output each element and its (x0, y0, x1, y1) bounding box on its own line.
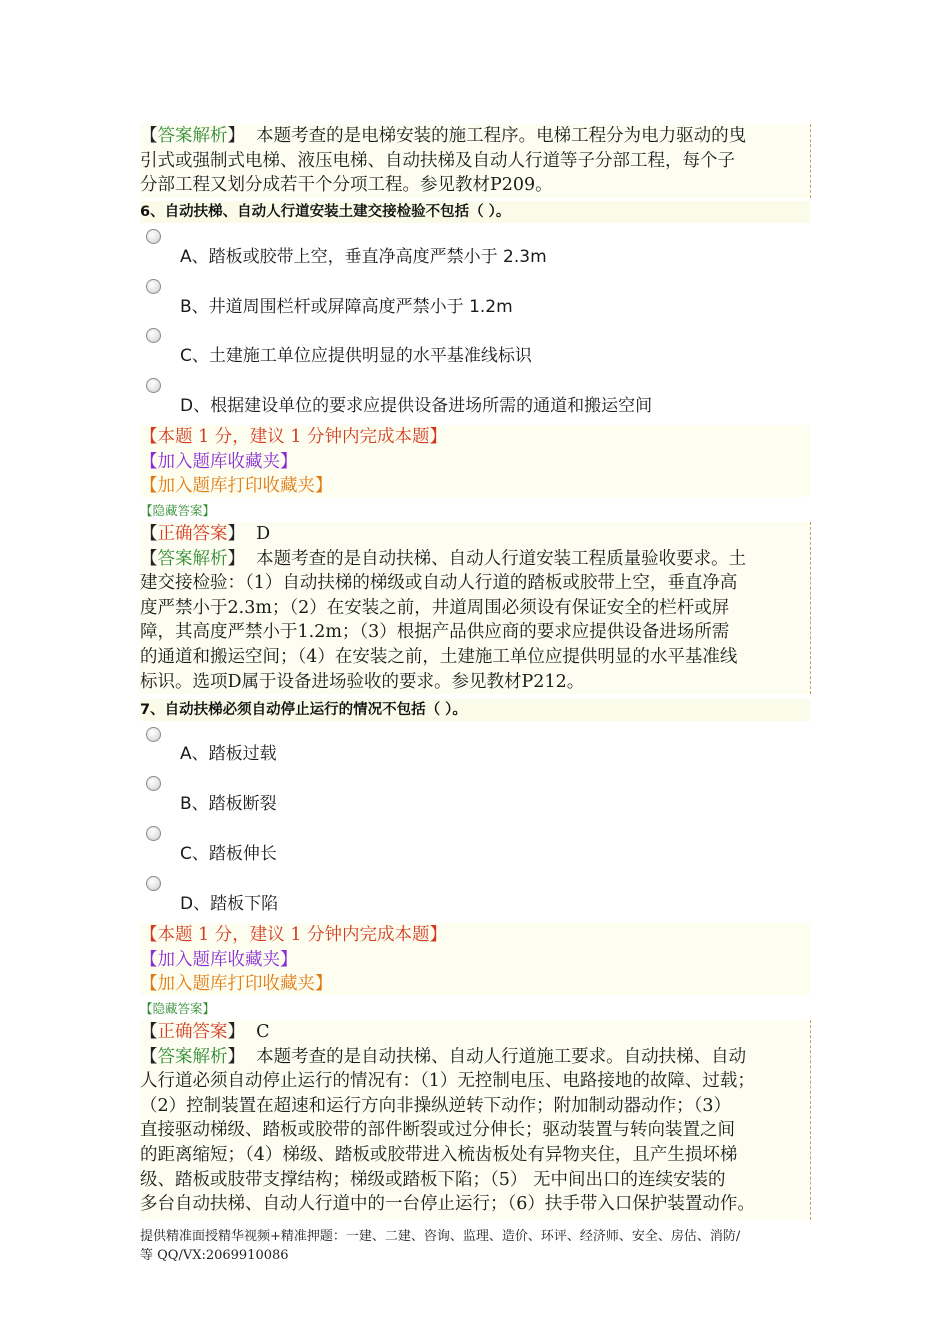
radio-q7-d[interactable] (146, 876, 161, 891)
question-7-title: 7、自动扶梯必须自动停止运行的情况不包括（ ）。 (140, 699, 810, 721)
option-q6-c[interactable]: C、土建施工单位应提供明显的水平基准线标识 (180, 346, 532, 366)
radio-q7-a[interactable] (146, 727, 161, 742)
add-print-favorites-link[interactable]: 【加入题库打印收藏夹】 (140, 476, 333, 496)
radio-q6-d[interactable] (146, 378, 161, 393)
analysis-line: （2）控制装置在超速和运行方向非操纵逆转下动作；附加制动器动作；（3） (140, 1095, 732, 1116)
footer-ad (140, 1227, 820, 1265)
radio-q6-c[interactable] (146, 328, 161, 343)
analysis-line: 障，其高度严禁小于1.2m；（3）根据产品供应商的要求应提供设备进场所需 (140, 622, 730, 643)
analysis-line: 多台自动扶梯、自动人行道中的一台停止运行；（6）扶手带入口保护装置动作。 (140, 1194, 755, 1215)
question-6-title: 6、自动扶梯、自动人行道安装土建交接检验不包括（ ）。 (140, 201, 810, 223)
analysis-line: 级、踏板或肢带支撑结构；梯级或踏板下陷；（5） 无中间出口的连续安装的 (140, 1169, 726, 1190)
question-7-info (140, 923, 810, 995)
answer-block-7 (140, 1020, 811, 1220)
option-q6-d[interactable]: D、根据建设单位的要求应提供设备进场所需的通道和搬运空间 (180, 396, 653, 416)
score-note: 【本题 1 分，建议 1 分钟内完成本题】 (140, 925, 448, 945)
option-q7-d[interactable]: D、踏板下陷 (180, 894, 279, 914)
analysis-line: 标识。选项D属于设备进场验收的要求。参见教材P212。 (140, 671, 585, 692)
add-favorites-link[interactable]: 【加入题库收藏夹】 (140, 949, 298, 970)
question-6-info (140, 425, 810, 497)
correct-answer: 【正确答案】 D (140, 524, 271, 544)
option-q7-a[interactable]: A、踏板过载 (180, 744, 277, 764)
analysis-line: 【答案解析】 本题考查的是自动扶梯、自动人行道安装工程质量验收要求。土 (140, 548, 747, 569)
hide-answer-link[interactable]: 【隐藏答案】 (140, 503, 216, 518)
footer-line-1: 提供精准面授精华视频+精准押题：一建、二建、咨询、监理、造价、环评、经济师、安全、房估、消防/ (140, 1229, 741, 1244)
hide-answer-link[interactable]: 【隐藏答案】 (140, 1001, 216, 1016)
answer-analysis-block-5 (140, 124, 811, 198)
footer-line-2: 等 QQ/VX:2069910086 (140, 1248, 289, 1263)
radio-q7-b[interactable] (146, 776, 161, 791)
analysis-line: 【答案解析】 本题考查的是电梯安装的施工程序。电梯工程分为电力驱动的曳 (140, 126, 747, 146)
analysis-line: 人行道必须自动停止运行的情况有：（1）无控制电压、电路接地的故障、过载； (140, 1071, 755, 1092)
radio-q6-a[interactable] (146, 229, 161, 244)
analysis-line: 直接驱动梯级、踏板或胶带的部件断裂或过分伸长；驱动装置与转向装置之间 (140, 1120, 735, 1141)
radio-q7-c[interactable] (146, 826, 161, 841)
correct-answer: 【正确答案】 C (140, 1022, 270, 1042)
analysis-line: 【答案解析】 本题考查的是自动扶梯、自动人行道施工要求。自动扶梯、自动 (140, 1046, 747, 1067)
answer-block-6 (140, 522, 811, 694)
add-favorites-link[interactable]: 【加入题库收藏夹】 (140, 451, 298, 472)
score-note: 【本题 1 分，建议 1 分钟内完成本题】 (140, 427, 448, 447)
add-print-favorites-link[interactable]: 【加入题库打印收藏夹】 (140, 974, 333, 994)
analysis-line: 建交接检验：（1）自动扶梯的梯级或自动人行道的踏板或胶带上空，垂直净高 (140, 573, 738, 594)
analysis-line: 引式或强制式电梯、液压电梯、自动扶梯及自动人行道等子分部工程，每个子 (140, 150, 735, 171)
analysis-line: 的距离缩短；（4）梯级、踏板或胶带进入梳齿板处有异物夹住，且产生损坏梯 (140, 1144, 738, 1165)
analysis-line: 度严禁小于2.3m；（2）在安装之前，井道周围必须设有保证安全的栏杆或屏 (140, 597, 730, 618)
option-q6-a[interactable]: A、踏板或胶带上空，垂直净高度严禁小于 2.3m (180, 247, 547, 267)
analysis-line: 的通道和搬运空间；（4）在安装之前，土建施工单位应提供明显的水平基准线 (140, 646, 738, 667)
option-q7-b[interactable]: B、踏板断裂 (180, 794, 277, 814)
option-q7-c[interactable]: C、踏板伸长 (180, 844, 277, 864)
radio-q6-b[interactable] (146, 279, 161, 294)
analysis-line: 分部工程又划分成若干个分项工程。参见教材P209。 (140, 175, 553, 196)
option-q6-b[interactable]: B、井道周围栏杆或屏障高度严禁小于 1.2m (180, 297, 513, 317)
